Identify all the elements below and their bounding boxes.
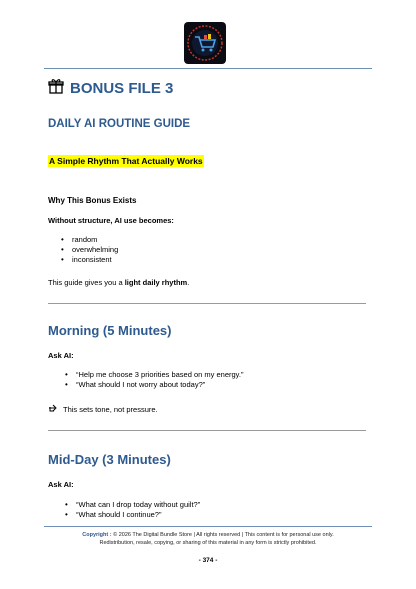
- list-item: • “What should I continue?”: [62, 510, 200, 520]
- highlight-banner: [48, 151, 204, 169]
- footer-line-1: [0, 532, 416, 540]
- morning-heading: Morning (5 Minutes): [48, 323, 172, 338]
- midday-ask: Ask AI:: [48, 480, 74, 489]
- page-number: - 374 -: [198, 557, 218, 564]
- why-heading: Why This Bonus Exists: [48, 196, 137, 205]
- highlight-text: A Simple Rhythm That Actually Works: [49, 156, 203, 166]
- pointing-hand-icon: [48, 404, 59, 415]
- page-title: [48, 78, 173, 98]
- note-text: This sets tone, not pressure.: [63, 405, 158, 414]
- copyright-text: © 2026 The Digital Bundle Store | All rights reserved | This content is for personal use only.: [111, 532, 334, 538]
- why-intro: Without structure, AI use becomes:: [48, 216, 174, 225]
- list-item: • overwhelming: [58, 245, 118, 255]
- logo-icon: [184, 22, 226, 64]
- gift-icon: [48, 78, 64, 98]
- copyright-label: Copyright :: [82, 532, 112, 538]
- list-item: • inconsistent: [58, 255, 118, 265]
- list-item: • “What should I not worry about today?”: [62, 380, 243, 390]
- closing-text: This guide gives you a: [48, 278, 125, 287]
- morning-list: [62, 370, 243, 390]
- why-list: [58, 235, 118, 265]
- footer-rule: [44, 526, 372, 527]
- header-rule: [44, 68, 372, 69]
- midday-heading: Mid-Day (3 Minutes): [48, 452, 171, 467]
- why-closing: [48, 278, 189, 287]
- footer: [0, 532, 416, 547]
- list-item: • “Help me choose 3 priorities based on my energy.”: [62, 370, 243, 380]
- footer-line-2: Redistribution, resale, copying, or sharing of this material in any form is strictly prohibited.: [99, 539, 317, 546]
- divider: [48, 430, 366, 431]
- list-item: • random: [58, 235, 118, 245]
- midday-list: [62, 500, 200, 520]
- morning-note: [48, 404, 158, 415]
- closing-end: .: [187, 278, 190, 287]
- morning-ask: Ask AI:: [48, 351, 74, 360]
- divider: [48, 303, 366, 304]
- subtitle: DAILY AI ROUTINE GUIDE: [48, 118, 191, 130]
- closing-bold: light daily rhythm: [124, 278, 188, 287]
- list-item: • “What can I drop today without guilt?”: [62, 500, 200, 510]
- title-text: BONUS FILE 3: [70, 79, 174, 97]
